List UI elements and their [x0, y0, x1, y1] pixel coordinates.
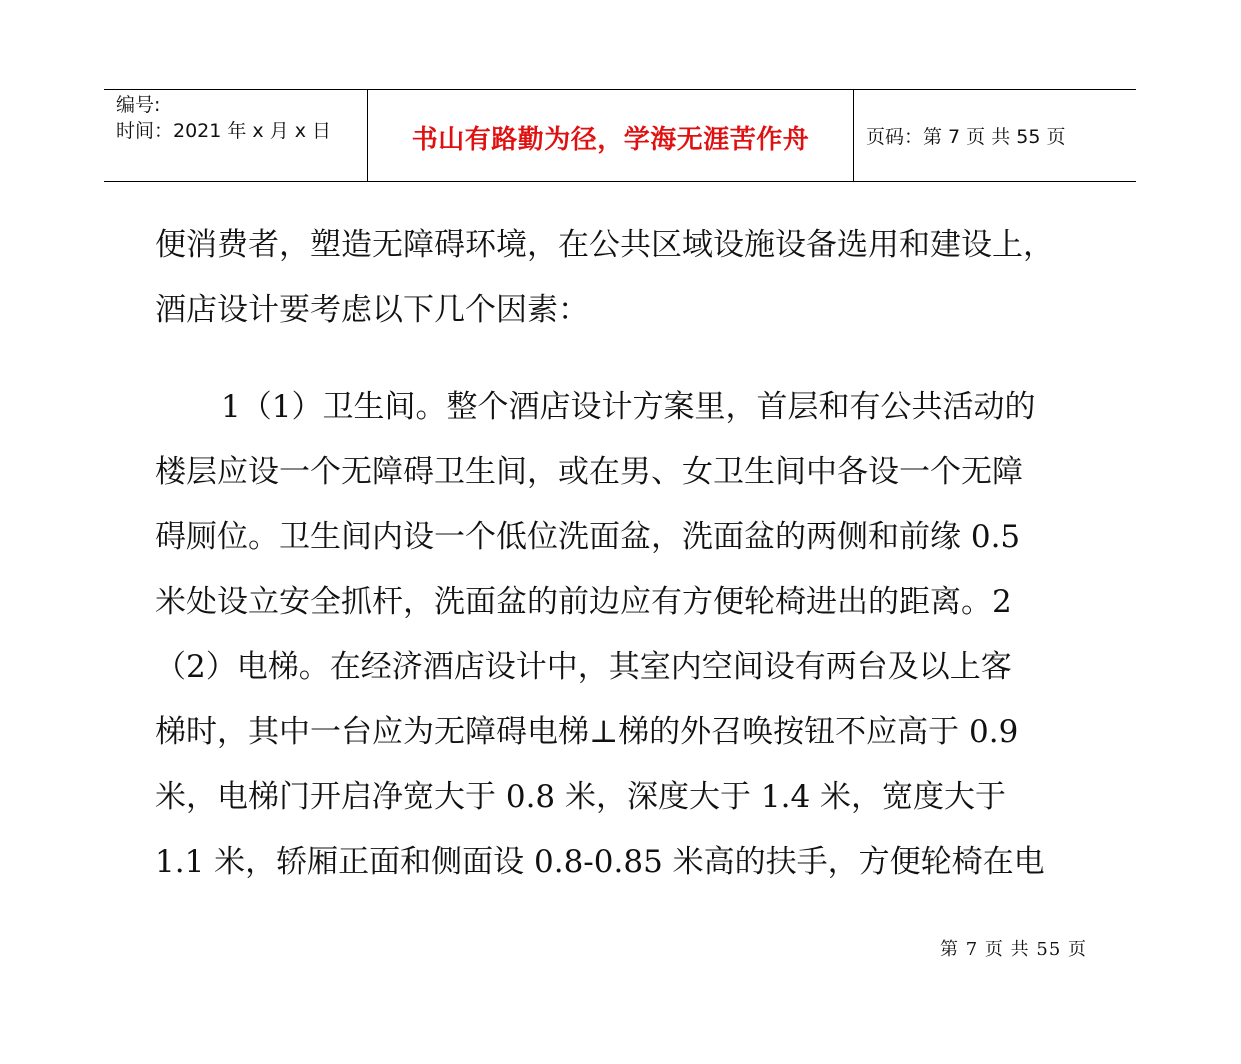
header-motto: 书山有路勤为径，学海无涯苦作舟 [411, 125, 810, 155]
text-line: 楼层应设一个无障碍卫生间，或在男、女卫生间中各设一个无障 [155, 454, 1023, 490]
text-line: 碍厕位。卫生间内设一个低位洗面盆，洗面盆的两侧和前缘 0.5 [155, 519, 1021, 555]
text-line: 便消费者，塑造无障碍环境，在公共区域设施设备选用和建设上， [155, 227, 1054, 263]
document-number-label: 编号: [116, 94, 161, 116]
text-line: 1.1 米，轿厢正面和侧面设 0.8-0.85 米高的扶手，方便轮椅在电 [155, 844, 1045, 880]
text-line: 酒店设计要考虑以下几个因素： [155, 292, 589, 328]
text-line: 1（1）卫生间。整个酒店设计方案里，首层和有公共活动的 [221, 389, 1036, 425]
text-line: （2）电梯。在经济酒店设计中，其室内空间设有两台及以上客 [155, 649, 1012, 685]
document-date-label: 时间：2021 年 x 月 x 日 [116, 120, 332, 142]
header-info-cell [104, 90, 368, 181]
header-page-number: 页码：第 7 页 共 55 页 [866, 126, 1066, 148]
text-line: 米，电梯门开启净宽大于 0.8 米，深度大于 1.4 米，宽度大于 [155, 779, 1007, 815]
paragraph-intro [155, 213, 1090, 343]
header-page-cell [854, 90, 1136, 181]
header-motto-cell [368, 90, 854, 181]
paragraph-facilities [155, 375, 1090, 895]
text-line: 米处设立安全抓杆，洗面盆的前边应有方便轮椅进出的距离。2 [155, 584, 1012, 620]
document-body [155, 213, 1090, 895]
page-footer-number: 第 7 页 共 55 页 [940, 939, 1087, 960]
page-header [104, 89, 1136, 182]
text-line: 梯时，其中一台应为无障碍电梯⊥梯的外召唤按钮不应高于 0.9 [155, 714, 1019, 750]
